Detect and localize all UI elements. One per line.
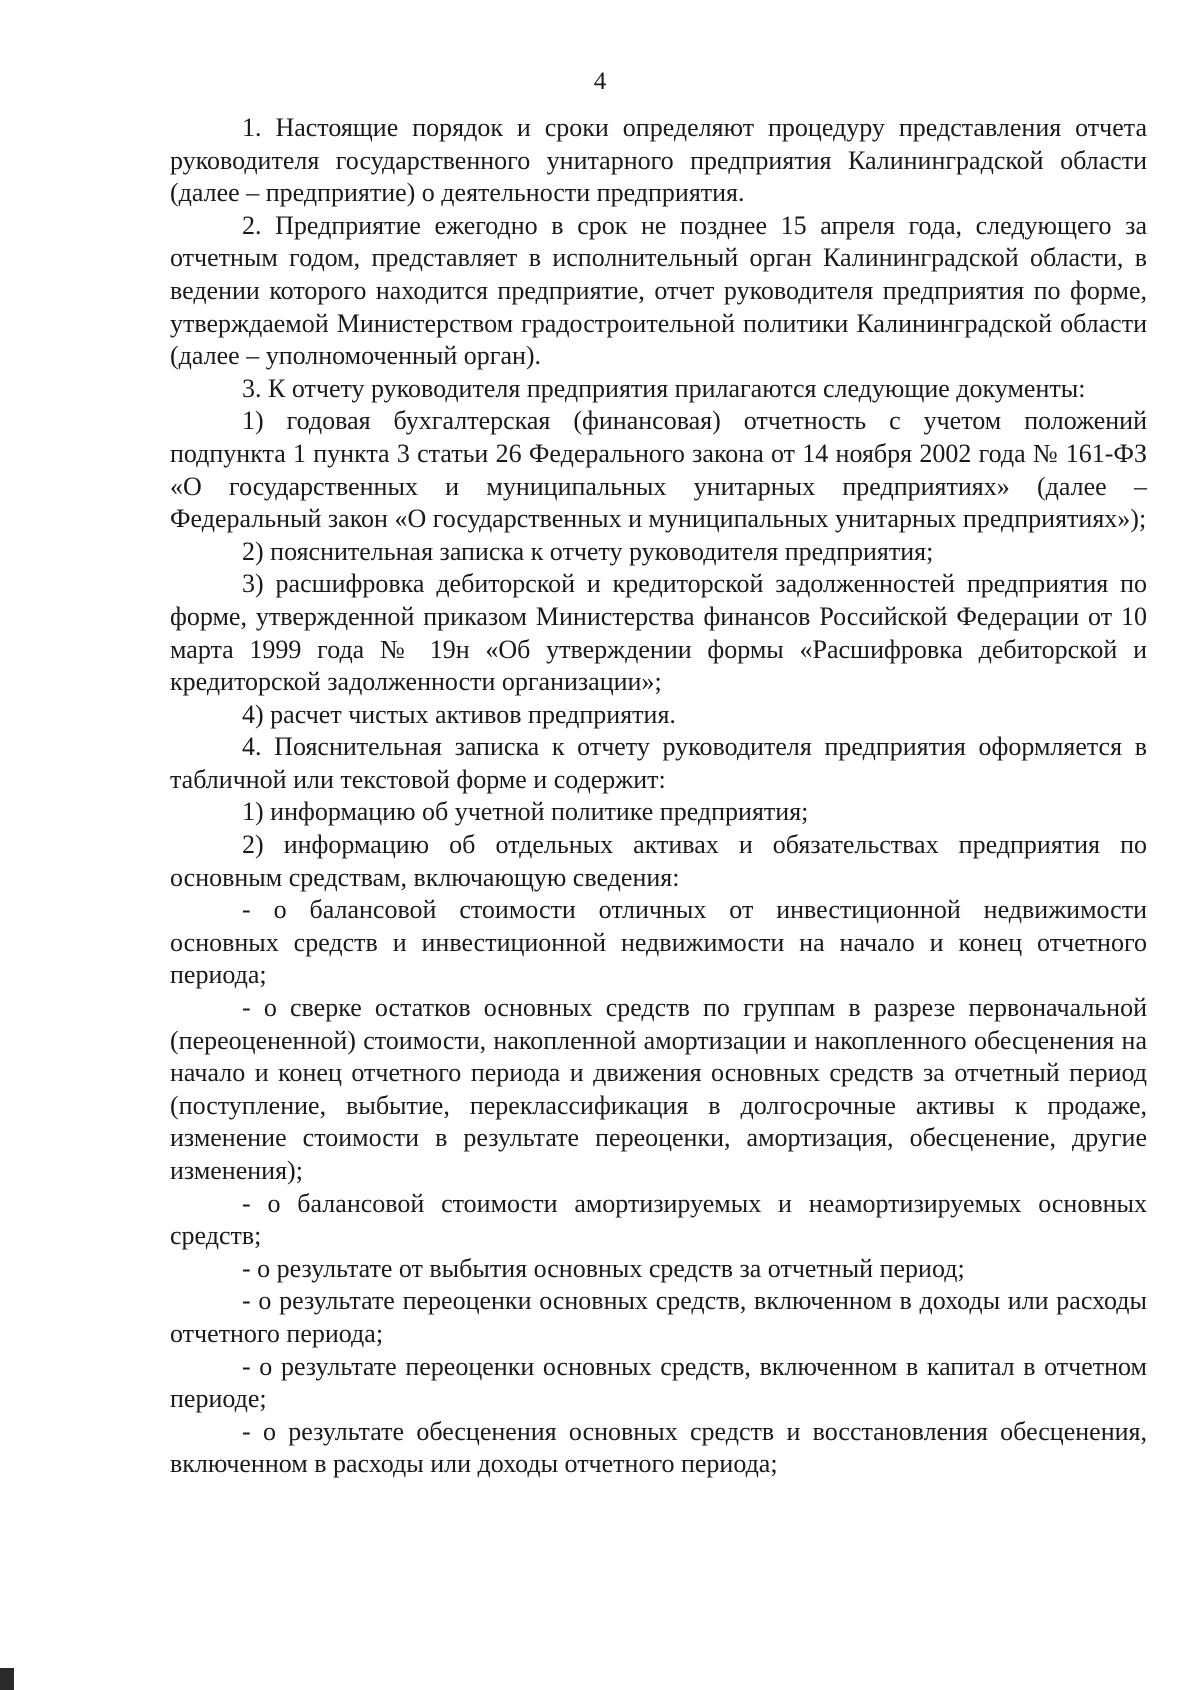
paragraph-3: 3. К отчету руководителя предприятия прилагаются следующие документы: xyxy=(242,373,1086,403)
bullet-item-3: - о балансовой стоимости амортизируемых и неамортизируемых основных средств; xyxy=(170,1188,1147,1251)
scan-edge-mark xyxy=(0,1668,14,1690)
page-number: 4 xyxy=(593,68,607,95)
bullet-item-4: - о результате от выбытия основных средств за отчетный период; xyxy=(242,1253,965,1283)
bullet-item-6: - о результате переоценки основных средств, включенном в капитал в отчетном периоде; xyxy=(170,1351,1147,1414)
document-body xyxy=(170,112,1147,1481)
bullet-item-5: - о результате переоценки основных средств, включенном в доходы или расходы отчетного периода; xyxy=(170,1286,1147,1348)
list-item-3-1: 1) годовая бухгалтерская (финансовая) отчетность с учетом положений подпункта 1 пункта 3 статьи 26 Федерального закона от 14 ноября 2002 года № 161-ФЗ «О государственных и муниципальных унитарных предприятиях» (далее – Федеральный закон «О государственных и муниципальных унитарных предприятиях»); xyxy=(170,406,1147,534)
list-item-4-1: 1) информацию об учетной политике предприятия; xyxy=(242,797,809,827)
bullet-item-2: - о сверке остатков основных средств по группам в разрезе первоначальной (переоцененной) стоимости, накопленной амортизации и накопленного обесценения на начало и конец отчетного периода и движения основных средств за отчетный период (поступление, выбытие, переклассификация в долгосрочные активы к продаже, изменение стоимости в результате переоценки, амортизация, обесценение, другие изменения); xyxy=(170,993,1147,1185)
list-item-4-2: 2) информацию об отдельных активах и обязательствах предприятия по основным средствам, включающую сведения: xyxy=(170,830,1147,892)
paragraph-1: 1. Настоящие порядок и сроки определяют процедуру представления отчета руководителя государственного унитарного предприятия Калининградской области (далее – предприятие) о деятельности предприятия. xyxy=(170,113,1147,208)
bullet-item-1: - о балансовой стоимости отличных от инвестиционной недвижимости основных средств и инвестиционной недвижимости на начало и конец отчетного периода; xyxy=(170,895,1147,990)
list-item-3-2: 2) пояснительная записка к отчету руководителя предприятия; xyxy=(242,536,934,566)
paragraph-4: 4. Пояснительная записка к отчету руководителя предприятия оформляется в табличной или текстовой форме и содержит: xyxy=(170,732,1147,794)
list-item-3-3: 3) расшифровка дебиторской и кредиторской задолженностей предприятия по форме, утвержденной приказом Министерства финансов Российской Федерации от 10 марта 1999 года № 19н «Об утверждении формы «Расшифровка дебиторской и кредиторской задолженности организации»; xyxy=(170,569,1147,697)
list-item-3-4: 4) расчет чистых активов предприятия. xyxy=(242,699,676,729)
bullet-item-7: - о результате обесценения основных средств и восстановления обесценения, включенном в расходы или доходы отчетного периода; xyxy=(170,1416,1147,1479)
paragraph-2: 2. Предприятие ежегодно в срок не позднее 15 апреля года, следующего за отчетным годом, представляет в исполнительный орган Калининградской области, в ведении которого находится предприятие, отчет руководителя предприятия по форме, утверждаемой Министерством градостроительной политики Калининградской области (далее – уполномоченный орган). xyxy=(170,210,1147,371)
